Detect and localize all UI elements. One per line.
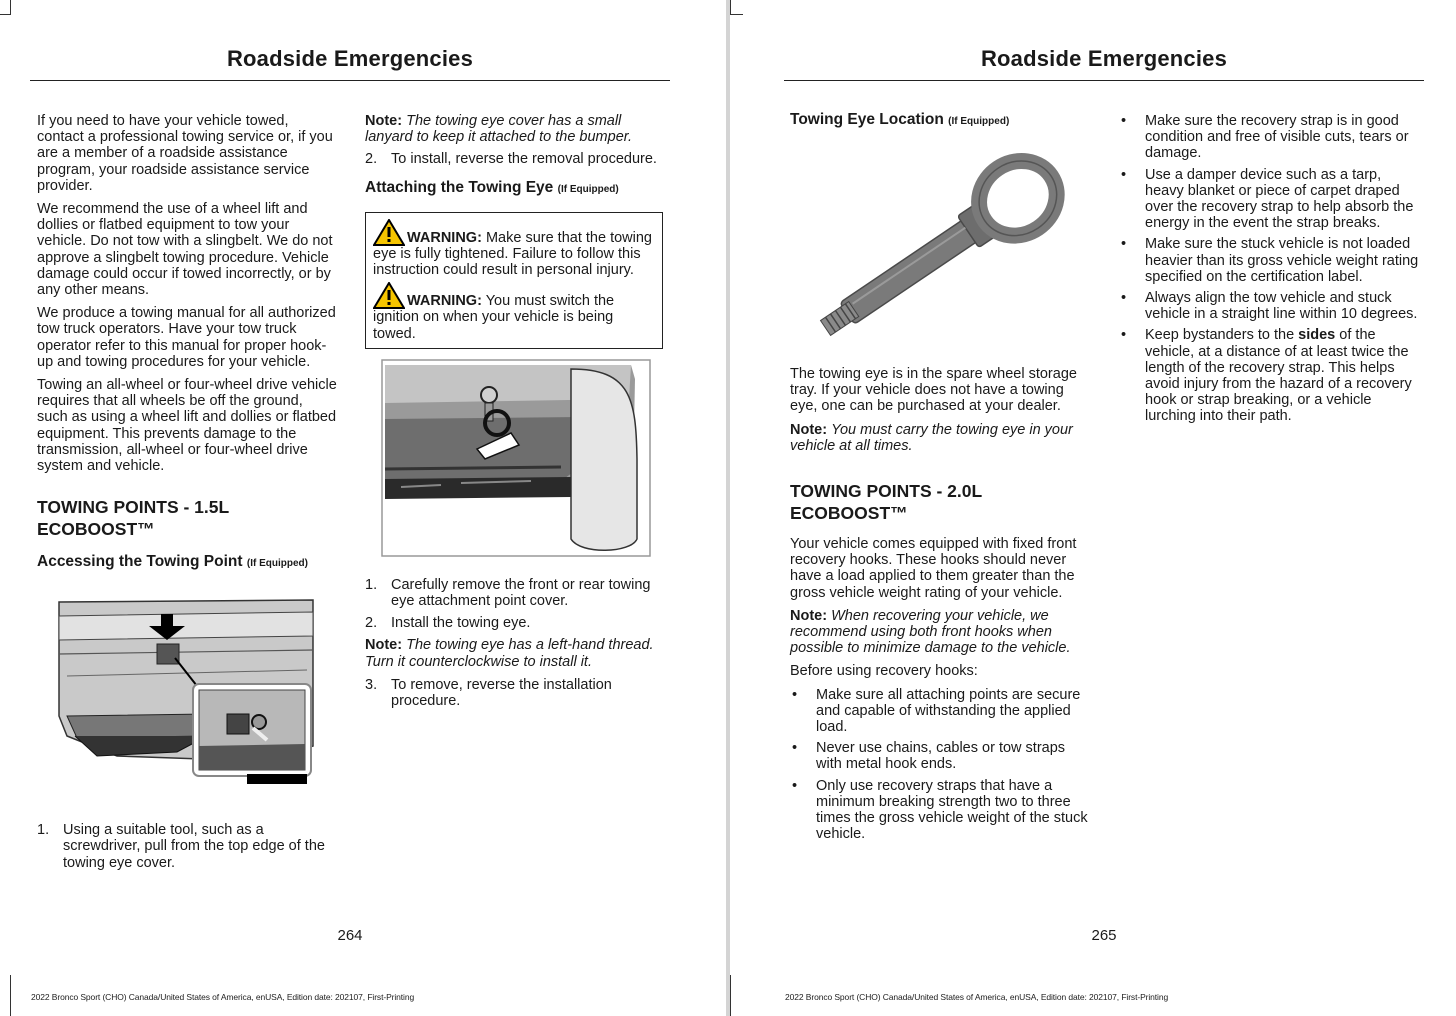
bullet-text: Make sure all attaching points are secure and capable of withstanding the applied load.: [816, 686, 1081, 736]
bullet-item: [1119, 327, 1419, 424]
note: [790, 422, 1090, 454]
bullet-item: [790, 778, 1090, 843]
subheading-text: Accessing the Towing Point: [37, 553, 243, 571]
page-header-title: Roadside Emergencies: [980, 46, 1228, 71]
bullet-item: [1119, 167, 1419, 232]
towing-eye-installed-illustration: [381, 359, 651, 557]
note: [790, 608, 1090, 657]
subsection-heading: [37, 552, 337, 574]
subheading-qualifier: (If Equipped): [557, 183, 619, 195]
numbered-step: [365, 677, 663, 709]
bullet-text: Use a damper device such as a tarp, heavy blanket or piece of carpet draped over the recovery strap to help absorb the energy in the event the strap breaks.: [1145, 166, 1414, 232]
bullet-item: [1119, 290, 1419, 322]
page-number: 264: [337, 927, 363, 944]
bullet-glyph: •: [1121, 327, 1127, 344]
note-label: Note:: [365, 637, 403, 654]
crop-mark-top-left: [0, 0, 11, 15]
step-text: Install the towing eye.: [391, 615, 531, 632]
bullet-text: Always align the tow vehicle and stuck vehicle in a straight line within 10 degrees.: [1145, 290, 1418, 323]
bullet-glyph: •: [1121, 236, 1127, 253]
subheading-qualifier: (If Equipped): [246, 558, 308, 570]
towing-eye-illustration: [798, 140, 1088, 350]
bullet-text: Make sure the recovery strap is in good condition and free of visible cuts, tears or damage.: [1145, 113, 1409, 162]
note-text: When recovering your vehicle, we recommend using both front hooks when possible to minimize damage to the vehicle.: [790, 607, 1071, 657]
bullet-glyph: •: [1121, 166, 1127, 183]
bullet-glyph: •: [1121, 290, 1127, 307]
step-number: 2.: [365, 615, 378, 632]
subheading-text: Attaching the Towing Eye: [365, 178, 554, 196]
header-rule: [30, 80, 670, 81]
warning-box: [365, 212, 663, 349]
page-header-title: Roadside Emergencies: [226, 46, 474, 71]
bullet-item: [790, 687, 1090, 736]
step-number: 1.: [365, 576, 378, 593]
paragraph: We recommend the use of a wheel lift and dollies or flatbed equipment to tow your vehicle. Do not tow with a slingbelt. We do not approve a slingbelt towing procedure. Vehicle damage could occur if towed incorrectly, or by any other means.: [37, 201, 333, 299]
step-number: 3.: [365, 676, 378, 693]
warning-label: WARNING:: [407, 293, 482, 310]
right-page-column-1: [790, 110, 1090, 847]
page-footer: 2022 Bronco Sport (CHO) Canada/United States of America, enUSA, Edition date: 202107, First-Printing: [785, 992, 1169, 1002]
note-label: Note:: [790, 607, 828, 624]
header-rule: [784, 80, 1424, 81]
crop-mark-bottom-right: [730, 975, 743, 1016]
right-page-column-2: [1119, 113, 1419, 430]
bullet-text-emphasis: sides: [1298, 327, 1336, 344]
warning-triangle-icon: [373, 282, 405, 309]
crop-mark-bottom-left: [0, 975, 11, 1016]
note-text: The towing eye has a left-hand thread. Turn it counterclockwise to install it.: [365, 637, 654, 670]
bullet-item: [1119, 236, 1419, 285]
numbered-step: [37, 822, 337, 871]
section-heading: TOWING POINTS - 2.0L ECOBOOST™: [790, 481, 982, 524]
subheading-text: Towing Eye Location: [790, 111, 944, 128]
warning: [373, 219, 655, 279]
bullet-text: Never use chains, cables or tow straps with metal hook ends.: [816, 740, 1066, 773]
step-text: To remove, reverse the installation procedure.: [391, 676, 612, 710]
note-text: The towing eye cover has a small lanyard to keep it attached to the bumper.: [365, 113, 633, 146]
note: [365, 637, 663, 669]
paragraph: Before using recovery hooks:: [790, 663, 978, 680]
numbered-step: [365, 577, 663, 609]
section-heading: TOWING POINTS - 1.5L ECOBOOST™: [37, 497, 229, 540]
subsection-heading: [365, 178, 663, 200]
bullet-glyph: •: [792, 777, 798, 794]
note: [365, 113, 663, 145]
warning-text: You must switch the ignition on when your vehicle is being towed.: [373, 293, 615, 342]
step-text: To install, reverse the removal procedure.: [391, 151, 657, 168]
bullet-text-end: of the vehicle, at a distance of at least twice the length of the recovery strap. This helps avoid injury from the hazard of a recovery hook or strap breaking, or a vehicle lurching into their path.: [1145, 327, 1412, 425]
right-page: [730, 0, 1456, 1016]
paragraph: The towing eye is in the spare wheel storage tray. If your vehicle does not have a towing eye, one can be purchased at your dealer.: [790, 366, 1077, 415]
paragraph: If you need to have your vehicle towed, contact a professional towing service or, if you are a member of a roadside assistance program, your roadside assistance service provider.: [37, 113, 333, 194]
numbered-step: [365, 151, 663, 167]
subheading-qualifier: (If Equipped): [948, 116, 1010, 127]
numbered-step: [365, 615, 663, 631]
page-number: 265: [1091, 927, 1117, 944]
paragraph: We produce a towing manual for all authorized tow truck operators. Have your tow truck operator refer to this manual for proper hook-up and towing procedures for your vehicle.: [37, 305, 336, 370]
bullet-text: Only use recovery straps that have a minimum breaking strength two to three times the gross vehicle weight of the stuck vehicle.: [816, 777, 1088, 843]
warning-triangle-icon: [373, 219, 405, 246]
bullet-glyph: •: [1121, 113, 1127, 129]
warning-text: Make sure that the towing eye is fully tightened. Failure to follow this instruction could result in personal injury.: [373, 229, 652, 279]
step-text: Using a suitable tool, such as a screwdriver, pull from the top edge of the towing eye cover.: [63, 822, 325, 871]
bullet-glyph: •: [792, 686, 798, 703]
step-text: Carefully remove the front or rear towing eye attachment point cover.: [391, 576, 651, 610]
warning-label: WARNING:: [407, 229, 482, 246]
bullet-glyph: •: [792, 740, 798, 757]
warning: [373, 282, 655, 342]
note-label: Note:: [365, 113, 403, 129]
step-number: 2.: [365, 151, 378, 168]
bullet-text: Make sure the stuck vehicle is not loaded heavier than its gross vehicle weight rating specified on the certification label.: [1145, 236, 1419, 285]
step-number: 1.: [37, 822, 50, 839]
left-page: [0, 0, 726, 1016]
bullet-text-start: Keep bystanders to the: [1145, 327, 1295, 344]
left-page-column-1: [37, 113, 337, 877]
paragraph: Your vehicle comes equipped with fixed front recovery hooks. These hooks should never have a load applied to them greater than the gross vehicle weight rating of your vehicle.: [790, 536, 1077, 601]
note-label: Note:: [790, 421, 828, 438]
bullet-item: [1119, 113, 1419, 162]
crop-mark-top-right: [730, 0, 743, 15]
note-text: You must carry the towing eye in your vehicle at all times.: [790, 421, 1073, 454]
paragraph: Towing an all-wheel or four-wheel drive vehicle requires that all wheels be off the ground, such as using a wheel lift and dollies or flatbed equipment. This prevents damage to the transmission, all-wheel or four-wheel drive system and vehicle.: [37, 377, 337, 475]
left-page-column-2: [365, 113, 663, 715]
bullet-item: [790, 740, 1090, 772]
bumper-towing-point-illustration: [57, 596, 317, 796]
page-footer: 2022 Bronco Sport (CHO) Canada/United States of America, enUSA, Edition date: 202107, First-Printing: [31, 992, 415, 1002]
subsection-heading: [790, 110, 1090, 132]
